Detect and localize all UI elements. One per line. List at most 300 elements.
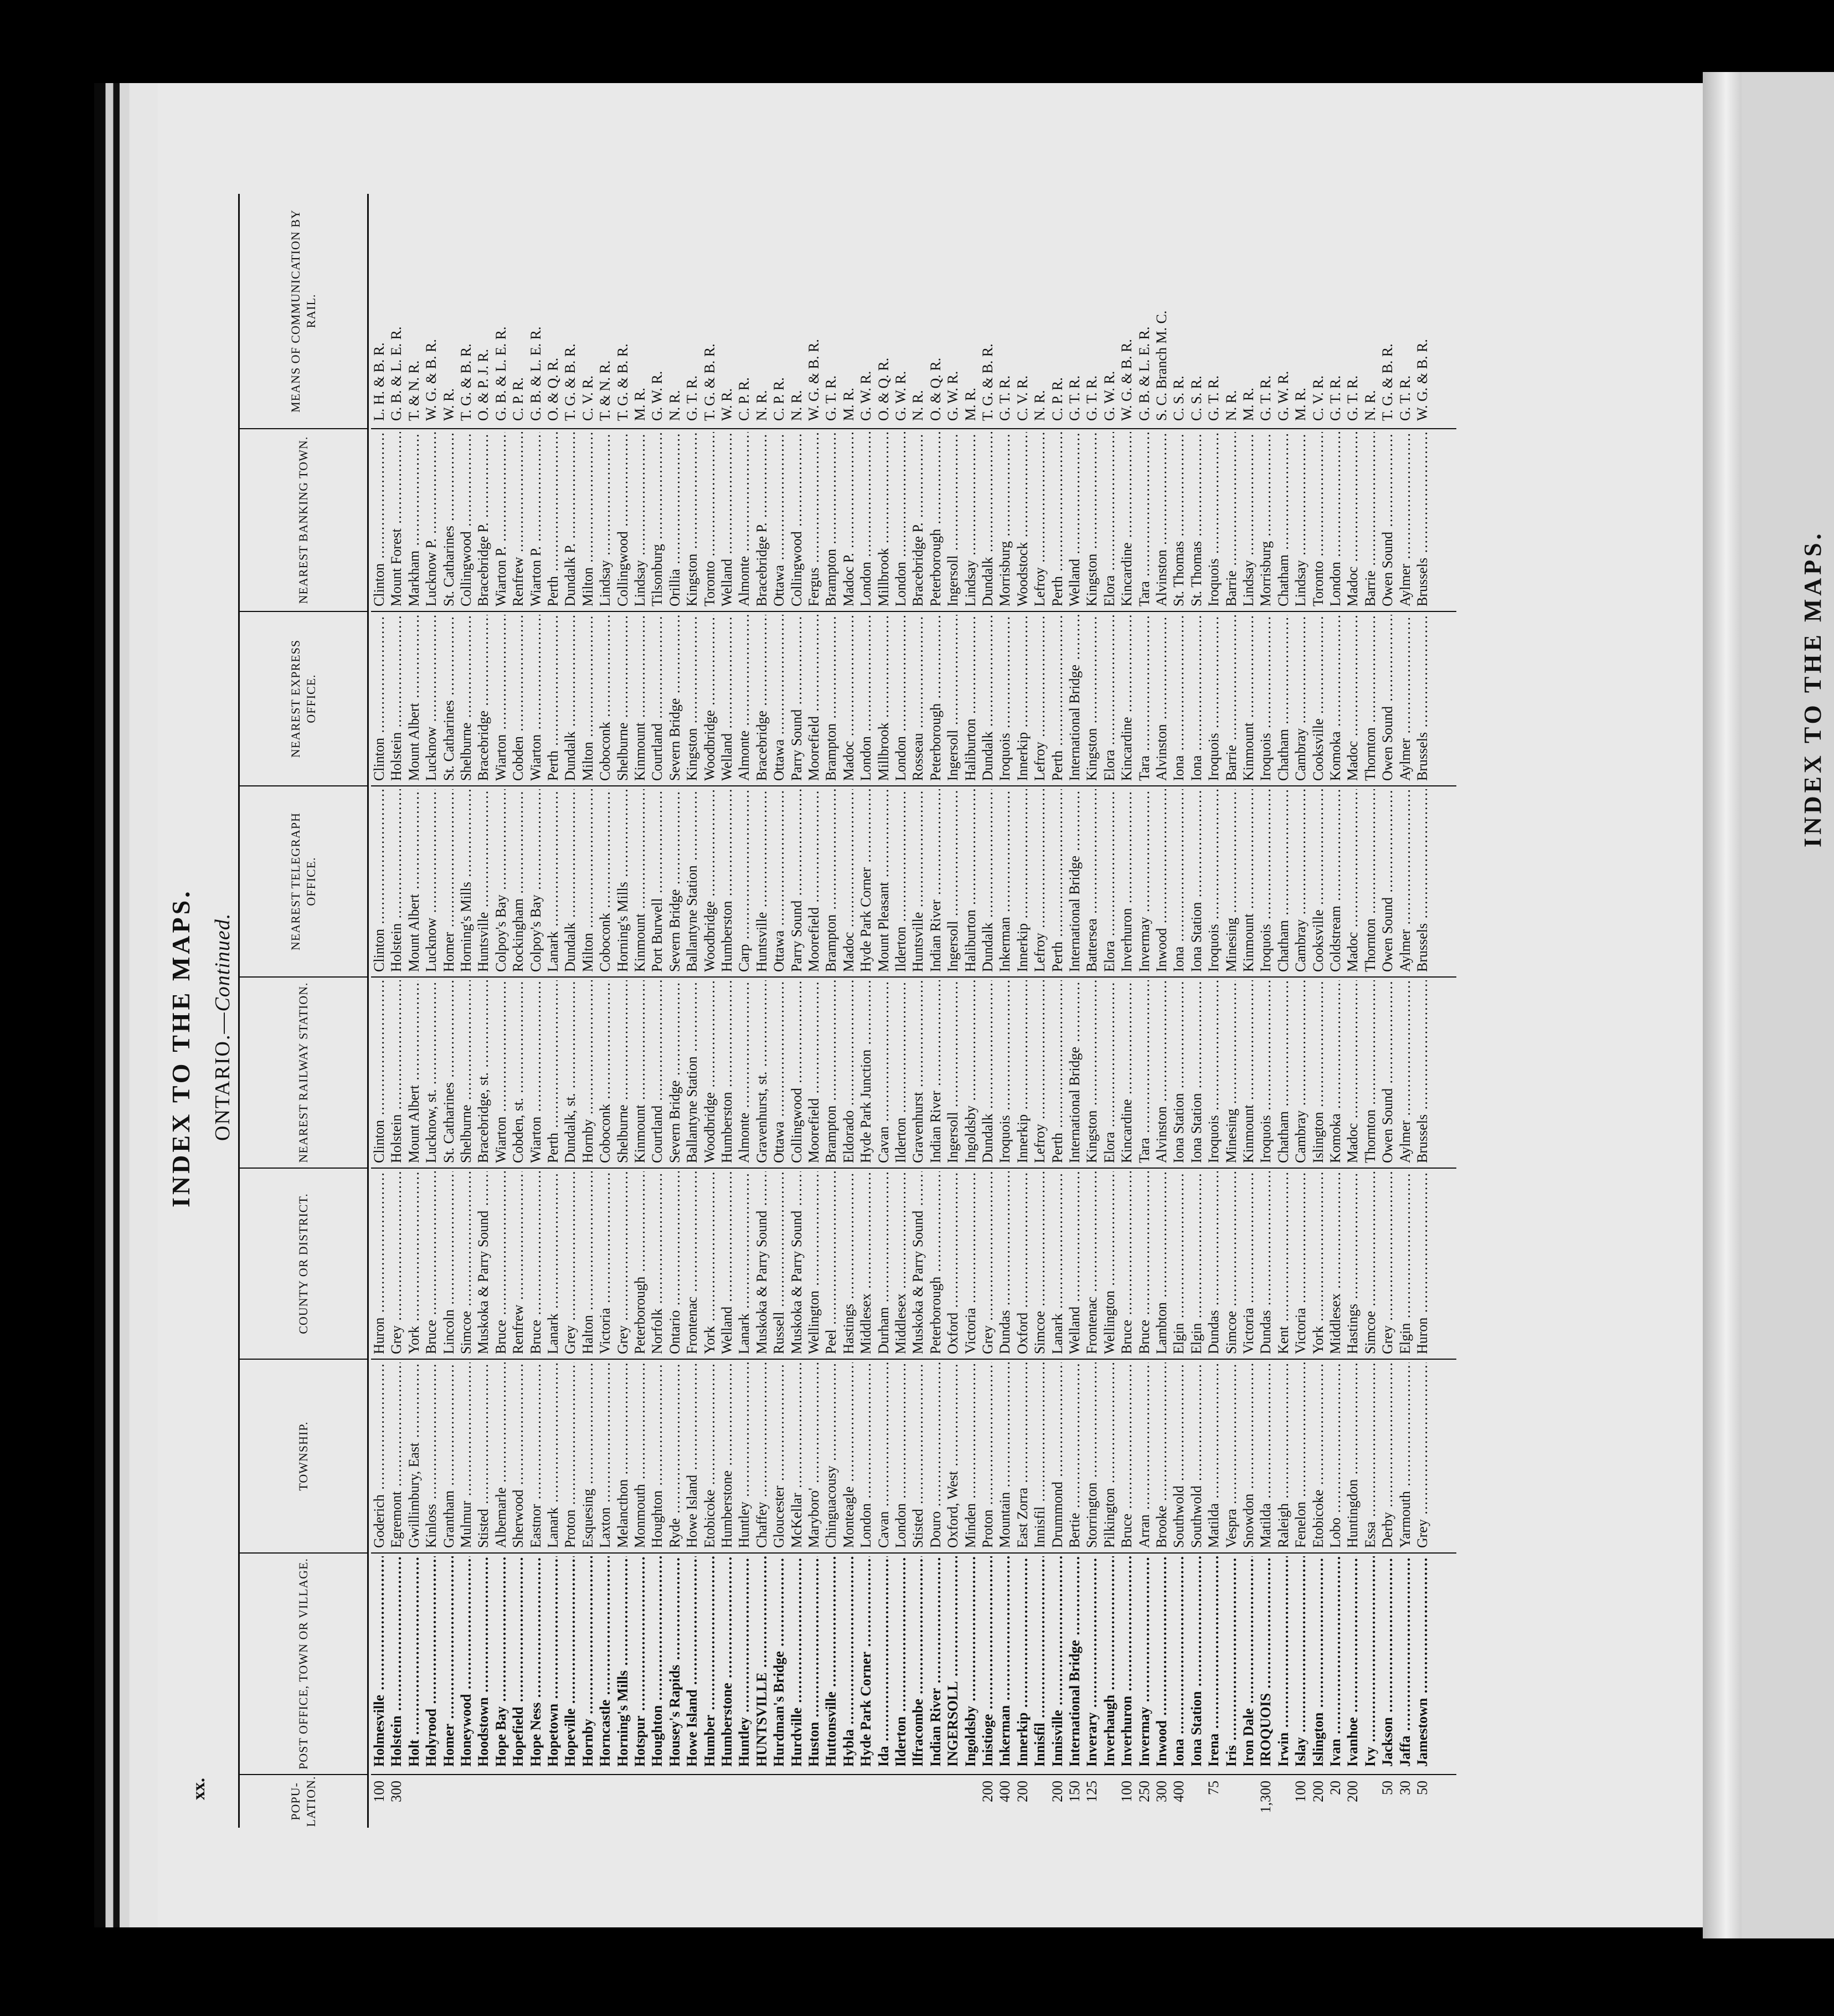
cell-rail-line: T. G. & B. R.: [458, 343, 474, 421]
cell-banking-town: Perth .....: [1049, 432, 1066, 606]
table-header: [238, 194, 369, 1828]
cell-county: Middlesex .....: [1327, 1171, 1344, 1354]
cell-county: Halton .....: [580, 1171, 596, 1354]
cell-rail-line: G. W. R.: [945, 371, 961, 421]
page-number: xx.: [188, 1778, 208, 1800]
cell-township: Mulmur .....: [458, 1362, 475, 1548]
cell-telegraph-office: Iona Station .....: [1188, 789, 1205, 972]
cell-rail-line: N. R.: [788, 390, 805, 421]
cell-railway-station: Iona Station .....: [1171, 980, 1187, 1163]
cell-railway-station: Wiarton .....: [528, 980, 544, 1163]
cell-express-office: Wiarton .....: [528, 615, 544, 781]
cell-telegraph-office: Homer .....: [441, 789, 457, 972]
cell-township: Proton .....: [562, 1362, 579, 1548]
cell-railway-station: Islington .....: [1310, 980, 1327, 1163]
cell-county: York .....: [702, 1171, 718, 1354]
cell-township: Yarmouth .....: [1397, 1362, 1414, 1548]
cell-township: Fenelon .....: [1292, 1362, 1309, 1548]
cell-banking-town: Welland .....: [1067, 432, 1083, 606]
cell-banking-town: Markham .....: [406, 432, 423, 606]
cell-rail-line: C. V. R.: [579, 375, 596, 421]
cell-railway-station: Perth .....: [1049, 980, 1066, 1163]
table-row: [997, 194, 1013, 1828]
cell-county: Elgin .....: [1188, 1171, 1205, 1354]
cell-telegraph-office: Moorefield .....: [806, 789, 822, 972]
table-row: [1275, 194, 1292, 1828]
cell-county: Grey .....: [388, 1171, 405, 1354]
header-rail: MEANS OF COMMUNICATION BY RAIL.: [240, 194, 367, 429]
cell-railway-station: Chatham .....: [1275, 980, 1292, 1163]
header-population: POPU- LATION.: [289, 1776, 318, 1827]
cell-banking-town: Owen Sound .....: [1379, 432, 1396, 606]
cell-population: [1188, 1781, 1205, 1828]
cell-rail-line: G. B. & L. E. R.: [527, 326, 544, 421]
cell-banking-town: Madoc P. .....: [841, 432, 857, 606]
cell-rail-line: O. & Q. R.: [545, 357, 561, 421]
cell-township: Huntingdon .....: [1344, 1362, 1361, 1548]
cell-rail-line: T. G. & B. R.: [614, 343, 631, 421]
cell-county: Lanark .....: [736, 1171, 753, 1354]
cell-railway-station: Cavan .....: [875, 980, 892, 1163]
cell-post-office: Horncastle .....: [597, 1556, 614, 1767]
table-row: [615, 194, 631, 1828]
cell-rail-line: G. T. R.: [1067, 375, 1083, 421]
table-row: [1292, 194, 1309, 1828]
cell-township: Stisted .....: [475, 1362, 492, 1548]
cell-banking-town: Barrie .....: [1223, 432, 1240, 606]
cell-banking-town: Brussels .....: [1414, 432, 1431, 606]
cell-express-office: Wiarton .....: [493, 615, 509, 781]
cell-township: Arran .....: [1136, 1362, 1153, 1548]
cell-county: Elgin .....: [1171, 1171, 1187, 1354]
cell-railway-station: Ballantyne Station .....: [684, 980, 700, 1163]
cell-post-office: Hopefield .....: [510, 1556, 527, 1767]
cell-banking-town: Orillia .....: [667, 432, 683, 606]
cell-township: Albemarle .....: [493, 1362, 509, 1548]
cell-county: Dundas .....: [1206, 1171, 1222, 1354]
cell-banking-town: Morrisburg .....: [1258, 432, 1274, 606]
cell-telegraph-office: Hyde Park Corner .....: [858, 789, 874, 972]
cell-banking-town: Tara .....: [1136, 432, 1153, 606]
table-row: [806, 194, 822, 1828]
cell-population: [1275, 1781, 1292, 1828]
table-row: [1344, 194, 1361, 1828]
cell-telegraph-office: Ingersoll .....: [945, 789, 961, 972]
cell-express-office: Mount Albert .....: [406, 615, 423, 781]
cell-post-office: Huttonsville .....: [823, 1556, 839, 1767]
cell-population: [858, 1781, 874, 1828]
cell-township: Mountain .....: [997, 1362, 1013, 1548]
cell-township: Bertie .....: [1067, 1362, 1083, 1548]
cell-post-office: Jamestown .....: [1414, 1556, 1431, 1767]
cell-telegraph-office: Parry Sound .....: [789, 789, 805, 972]
cell-railway-station: Clinton .....: [371, 980, 388, 1163]
cell-county: Peel .....: [823, 1171, 839, 1354]
cell-telegraph-office: Horning's Mills .....: [615, 789, 631, 972]
cell-county: Durham .....: [875, 1171, 892, 1354]
cell-telegraph-office: Holstein .....: [388, 789, 405, 972]
cell-post-office: Holstein .....: [388, 1556, 405, 1767]
cell-post-office: Horning's Mills .....: [615, 1556, 631, 1767]
cell-county: Hastings .....: [841, 1171, 857, 1354]
cell-rail-line: N. R.: [1032, 390, 1048, 421]
cell-township: Howe Island .....: [684, 1362, 700, 1548]
cell-population: [684, 1781, 700, 1828]
cell-post-office: Iris .....: [1223, 1556, 1240, 1767]
cell-telegraph-office: Inwood .....: [1153, 789, 1170, 972]
cell-railway-station: Iona Station .....: [1188, 980, 1205, 1163]
cell-banking-town: Lefroy .....: [1032, 432, 1048, 606]
cell-county: Norfolk .....: [649, 1171, 666, 1354]
cell-county: Oxford .....: [945, 1171, 961, 1354]
cell-railway-station: Shelburne .....: [458, 980, 475, 1163]
cell-county: Peterborough .....: [632, 1171, 648, 1354]
cell-express-office: Cobden .....: [510, 615, 527, 781]
cell-railway-station: Kinmount .....: [632, 980, 648, 1163]
cell-express-office: Kincardine .....: [1119, 615, 1135, 781]
cell-telegraph-office: Ballantyne Station .....: [684, 789, 700, 972]
table-row: [823, 194, 839, 1828]
table-row: [771, 194, 787, 1828]
cell-banking-town: Collingwood .....: [458, 432, 475, 606]
cell-population: 200: [1344, 1781, 1361, 1802]
cell-railway-station: St. Catharines .....: [441, 980, 457, 1163]
cell-post-office: Hyde Park Corner .....: [858, 1556, 874, 1767]
cell-county: Grey .....: [980, 1171, 996, 1354]
cell-population: 300: [1153, 1781, 1170, 1802]
cell-telegraph-office: Lefroy .....: [1032, 789, 1048, 972]
cell-banking-town: Lindsay .....: [632, 432, 648, 606]
cell-population: [945, 1781, 961, 1828]
cell-population: [789, 1781, 805, 1828]
cell-county: Muskoka & Parry Sound .....: [789, 1171, 805, 1354]
cell-railway-station: Innerkip .....: [1014, 980, 1031, 1163]
cell-rail-line: C. S. R.: [1171, 376, 1187, 421]
cell-post-office: Ivanhoe .....: [1344, 1556, 1361, 1767]
cell-railway-station: Gravenhurst .....: [910, 980, 926, 1163]
cell-population: 200: [1049, 1781, 1065, 1802]
cell-rail-line: M. R.: [632, 388, 648, 421]
cell-telegraph-office: Woodbridge .....: [702, 789, 718, 972]
cell-post-office: Hoodstown .....: [475, 1556, 492, 1767]
cell-county: Oxford .....: [1014, 1171, 1031, 1354]
cell-express-office: Brampton .....: [823, 615, 839, 781]
cell-banking-town: Milton .....: [580, 432, 596, 606]
cell-rail-line: G. T. R.: [1344, 375, 1361, 421]
table-row: [667, 194, 683, 1828]
cell-banking-town: Bracebridge P. .....: [475, 432, 492, 606]
table-row: [893, 194, 909, 1828]
cell-express-office: Dundalk .....: [562, 615, 579, 781]
cell-rail-line: C. P. R.: [736, 377, 753, 421]
cell-township: Houghton .....: [649, 1362, 666, 1548]
cell-township: Monteagle .....: [841, 1362, 857, 1548]
cell-population: [1362, 1781, 1379, 1828]
cell-banking-town: Perth .....: [545, 432, 561, 606]
cell-telegraph-office: Mount Albert .....: [406, 789, 423, 972]
cell-population: [562, 1781, 579, 1828]
cell-county: Bruce .....: [423, 1171, 440, 1354]
cell-county: Simcoe .....: [458, 1171, 475, 1354]
cell-county: Bruce .....: [1119, 1171, 1135, 1354]
cell-express-office: St. Catharines .....: [441, 615, 457, 781]
cell-post-office: Invermay .....: [1136, 1556, 1153, 1767]
cell-banking-town: St. Thomas .....: [1171, 432, 1187, 606]
cell-rail-line: G. B. & L. E. R.: [492, 326, 509, 421]
cell-county: York .....: [1310, 1171, 1327, 1354]
cell-telegraph-office: Iroquois .....: [1258, 789, 1274, 972]
cell-express-office: Perth .....: [545, 615, 561, 781]
cell-population: [510, 1781, 527, 1828]
table-row: [928, 194, 944, 1828]
cell-township: Goderich .....: [371, 1362, 388, 1548]
cell-township: Southwold .....: [1188, 1362, 1205, 1548]
cell-post-office: Hotspur .....: [632, 1556, 648, 1767]
cell-express-office: Shelburne .....: [458, 615, 475, 781]
cell-railway-station: Indian River .....: [928, 980, 944, 1163]
book-binding: [94, 83, 158, 1927]
cell-population: [441, 1781, 457, 1828]
header-post-office: POST OFFICE, TOWN OR VILLAGE.: [240, 1554, 367, 1775]
cell-telegraph-office: Dundalk .....: [980, 789, 996, 972]
table-row: [406, 194, 423, 1828]
cell-county: Victoria .....: [962, 1171, 979, 1354]
cell-railway-station: Courtland .....: [649, 980, 666, 1163]
cell-banking-town: St. Catharines .....: [441, 432, 457, 606]
cell-express-office: Iroquois .....: [1258, 615, 1274, 781]
cell-rail-line: W. G. & B. R.: [423, 339, 440, 421]
cell-population: 30: [1397, 1781, 1413, 1795]
cell-township: Bruce .....: [1119, 1362, 1135, 1548]
cell-population: [458, 1781, 475, 1828]
cell-banking-town: Kingston .....: [684, 432, 700, 606]
cell-telegraph-office: Clinton .....: [371, 789, 388, 972]
cell-telegraph-office: Dundalk .....: [562, 789, 579, 972]
cell-telegraph-office: Carp .....: [736, 789, 753, 972]
cell-banking-town: Kingston .....: [1084, 432, 1100, 606]
cell-express-office: Peterborough .....: [928, 615, 944, 781]
cell-county: Frontenac .....: [684, 1171, 700, 1354]
cell-post-office: Inwood .....: [1153, 1556, 1170, 1767]
cell-rail-line: N. R.: [910, 390, 926, 421]
cell-express-office: Kingston .....: [684, 615, 700, 781]
cell-express-office: Lefroy .....: [1032, 615, 1048, 781]
cell-population: 100: [1119, 1781, 1135, 1802]
cell-population: 125: [1084, 1781, 1100, 1802]
table-row: [1397, 194, 1414, 1828]
cell-rail-line: G. T. R.: [1327, 375, 1343, 421]
cell-population: [806, 1781, 822, 1828]
cell-rail-line: C. P. R.: [510, 377, 527, 421]
cell-post-office: Houghton .....: [649, 1556, 666, 1767]
cell-county: Wellington .....: [1101, 1171, 1118, 1354]
cell-population: [1101, 1781, 1118, 1828]
cell-township: Southwold .....: [1171, 1362, 1187, 1548]
cell-population: [702, 1781, 718, 1828]
cell-telegraph-office: Iona .....: [1171, 789, 1187, 972]
cell-population: [632, 1781, 648, 1828]
cell-banking-town: Iroquois .....: [1206, 432, 1222, 606]
cell-telegraph-office: Milton .....: [580, 789, 596, 972]
cell-township: Lobo .....: [1327, 1362, 1344, 1548]
cell-railway-station: Dundalk .....: [980, 980, 996, 1163]
cell-post-office: Iona Station .....: [1188, 1556, 1205, 1767]
cell-telegraph-office: Kinmount .....: [1240, 789, 1257, 972]
cell-railway-station: Holstein .....: [388, 980, 405, 1163]
table-row: [493, 194, 509, 1828]
cell-telegraph-office: Haliburton .....: [962, 789, 979, 972]
cell-telegraph-office: Lanark .....: [545, 789, 561, 972]
subtitle-italic: Continued.: [211, 913, 234, 1012]
cell-county: Welland .....: [1067, 1171, 1083, 1354]
cell-post-office: Hornby .....: [580, 1556, 596, 1767]
table-row: [719, 194, 735, 1828]
cell-post-office: International Bridge .....: [1067, 1556, 1083, 1767]
cell-express-office: Alvinston .....: [1153, 615, 1170, 781]
cell-express-office: Haliburton .....: [962, 615, 979, 781]
table-row: [1379, 194, 1396, 1828]
cell-rail-line: G. T. R.: [684, 375, 700, 421]
cell-express-office: Severn Bridge .....: [667, 615, 683, 781]
cell-railway-station: Lefroy .....: [1032, 980, 1048, 1163]
cell-population: 300: [388, 1781, 405, 1802]
cell-rail-line: G. T. R.: [1397, 375, 1413, 421]
cell-post-office: Jackson .....: [1379, 1556, 1396, 1767]
cell-county: Lambton .....: [1153, 1171, 1170, 1354]
cell-express-office: Cooksville .....: [1310, 615, 1327, 781]
cell-rail-line: C. V. R.: [1310, 375, 1326, 421]
cell-banking-town: Wiarton P. .....: [493, 432, 509, 606]
cell-county: Bruce .....: [528, 1171, 544, 1354]
cell-township: London .....: [893, 1362, 909, 1548]
cell-telegraph-office: Elora .....: [1101, 789, 1118, 972]
cell-population: [719, 1781, 735, 1828]
cell-township: Egremont .....: [388, 1362, 405, 1548]
cell-railway-station: Kingston .....: [1084, 980, 1100, 1163]
cell-township: Stisted .....: [910, 1362, 926, 1548]
cell-banking-town: London .....: [893, 432, 909, 606]
cell-population: [1223, 1781, 1240, 1828]
cell-rail-line: W. R.: [719, 388, 735, 421]
rotated-index-page: [166, 194, 1584, 1828]
cell-railway-station: Collingwood .....: [789, 980, 805, 1163]
cell-express-office: Iona .....: [1171, 615, 1187, 781]
cell-express-office: International Bridge .....: [1067, 615, 1083, 781]
table-row: [736, 194, 753, 1828]
cell-rail-line: G. W. R.: [858, 371, 874, 421]
cell-population: [423, 1781, 440, 1828]
cell-rail-line: T. & N. R.: [405, 360, 422, 421]
cell-county: Kent .....: [1275, 1171, 1292, 1354]
cell-township: Drummond .....: [1049, 1362, 1066, 1548]
cell-county: Huron .....: [1414, 1171, 1431, 1354]
cell-rail-line: T. G. & B. R.: [1379, 343, 1396, 421]
cell-railway-station: Ottawa .....: [771, 980, 787, 1163]
cell-county: Wellington .....: [806, 1171, 822, 1354]
header-express: NEAREST EXPRESS OFFICE.: [240, 612, 367, 786]
cell-express-office: Owen Sound .....: [1379, 615, 1396, 781]
cell-rail-line: O. & Q. R.: [875, 357, 892, 421]
table-row: [1362, 194, 1379, 1828]
cell-express-office: Lucknow .....: [423, 615, 440, 781]
cell-express-office: London .....: [858, 615, 874, 781]
cell-rail-line: M. R.: [962, 388, 978, 421]
cell-township: Gwillimbury, East .....: [406, 1362, 423, 1548]
cell-township: Oxford, West .....: [945, 1362, 961, 1548]
cell-post-office: Ivy .....: [1362, 1556, 1379, 1767]
cell-population: [475, 1781, 492, 1828]
cell-rail-line: C. P. R.: [1049, 377, 1065, 421]
cell-telegraph-office: Humberston .....: [719, 789, 735, 972]
cell-express-office: Ingersoll .....: [945, 615, 961, 781]
cell-population: 75: [1206, 1781, 1222, 1795]
cell-banking-town: Renfrew .....: [510, 432, 527, 606]
table-row: [980, 194, 996, 1828]
cell-banking-town: St. Thomas .....: [1188, 432, 1205, 606]
cell-express-office: Elora .....: [1101, 615, 1118, 781]
cell-rail-line: M. R.: [1240, 388, 1256, 421]
cell-express-office: Courtland .....: [649, 615, 666, 781]
cell-banking-town: London .....: [858, 432, 874, 606]
header-banking: NEAREST BANKING TOWN.: [240, 429, 367, 612]
cell-rail-line: N. R.: [753, 390, 770, 421]
cell-post-office: Hybla .....: [841, 1556, 857, 1767]
table-row: [423, 194, 440, 1828]
table-row: [510, 194, 527, 1828]
cell-county: Simcoe .....: [1032, 1171, 1048, 1354]
cell-rail-line: T. G. & B. R.: [562, 343, 579, 421]
cell-railway-station: Cobden, st. .....: [510, 980, 527, 1163]
cell-rail-line: L. H. & B. R.: [371, 342, 387, 421]
cell-township: London .....: [858, 1362, 874, 1548]
cell-telegraph-office: Brampton .....: [823, 789, 839, 972]
cell-rail-line: W. R.: [440, 388, 457, 421]
table-row: [841, 194, 857, 1828]
cell-railway-station: Gravenhurst, st. .....: [754, 980, 770, 1163]
cell-express-office: Madoc .....: [841, 615, 857, 781]
cell-banking-town: Kincardine .....: [1119, 432, 1135, 606]
cell-population: 400: [997, 1781, 1013, 1802]
cell-county: Victoria .....: [1240, 1171, 1257, 1354]
cell-township: Storrington .....: [1084, 1362, 1100, 1548]
cell-rail-line: G. W. R.: [1101, 371, 1117, 421]
cell-telegraph-office: Thornton .....: [1362, 789, 1379, 972]
cell-township: McKellar .....: [789, 1362, 805, 1548]
cell-population: [1032, 1781, 1048, 1828]
cell-railway-station: Ingoldsby .....: [962, 980, 979, 1163]
cell-express-office: Chatham .....: [1275, 615, 1292, 781]
table-row: [684, 194, 700, 1828]
cell-county: Lanark .....: [545, 1171, 561, 1354]
cell-population: [580, 1781, 596, 1828]
cell-telegraph-office: International Bridge .....: [1067, 789, 1083, 972]
cell-telegraph-office: Aylmer .....: [1397, 789, 1414, 972]
cell-township: Esquesing .....: [580, 1362, 596, 1548]
table-row: [945, 194, 961, 1828]
table-row: [388, 194, 405, 1828]
cell-rail-line: O. & Q. R.: [927, 357, 944, 421]
cell-post-office: Holmesville .....: [371, 1556, 388, 1767]
cell-township: Laxton .....: [597, 1362, 614, 1548]
cell-county: Welland .....: [719, 1171, 735, 1354]
cell-post-office: INGERSOLL .....: [945, 1556, 961, 1767]
cell-telegraph-office: Invermay .....: [1136, 789, 1153, 972]
cell-railway-station: Minesing .....: [1223, 980, 1240, 1163]
cell-telegraph-office: Iroquois .....: [1206, 789, 1222, 972]
cell-county: Renfrew .....: [510, 1171, 527, 1354]
cell-county: Peterborough .....: [928, 1171, 944, 1354]
table-row: [475, 194, 492, 1828]
